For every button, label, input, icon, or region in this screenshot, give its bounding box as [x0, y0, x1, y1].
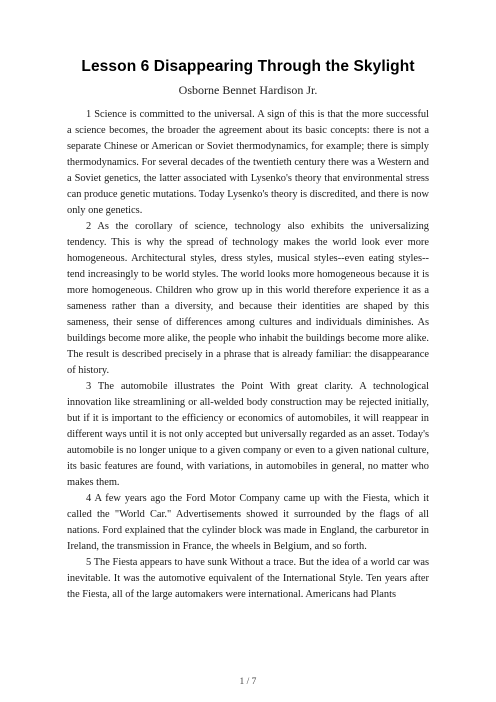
paragraph-3: 3 The automobile illustrates the Point With great clarity. A technological innovation like streamlining or all-welded body construction may be rejected initially, but if it is important to the efficiency or economics of automobiles, it will reappear in different ways until it is not only accepted but universally regarded as an asset. Today's automobile is no longer unique to a given company or even to a given national culture, its basic features are found, with variations, in automobiles in general, no matter who makes them. [67, 381, 429, 488]
paragraph-4: 4 A few years ago the Ford Motor Company came up with the Fiesta, which it called the "World Car." Advertisements showed it surrounded by the flags of all nations. Ford explained that the cylinder block was made in England, the carburetor in Ireland, the transmission in France, the wheels in Belgium, and so forth. [67, 493, 429, 552]
paragraph-1: 1 Science is committed to the universal. A sign of this is that the more successful a science becomes, the broader the agreement about its basic concepts: there is not a separate Chinese or American or Soviet thermodynamics, for example; there is simply thermodynamics. For several decades of the twentieth century there was a Western and a Soviet genetics, the latter associated with Lysenko's theory that environmental stress can produce genetic mutations. Today Lysenko's theory is discredited, and there is now only one genetics. [67, 109, 429, 216]
page-number: 1 / 7 [239, 677, 257, 687]
paragraph-5: 5 The Fiesta appears to have sunk Without a trace. But the idea of a world car was inevitable. It was the automotive equivalent of the International Style. Ten years after the Fiesta, all of the large automakers were international. Americans had Plants [67, 557, 429, 600]
article-body [67, 107, 429, 603]
author-name: Osborne Bennet Hardison Jr. [178, 83, 318, 97]
paragraph-2: 2 As the corollary of science, technology also exhibits the universalizing tendency. This is why the spread of technology makes the world look ever more homogeneous. Architectural styles, dress styles, musical styles--even eating styles--tend increasingly to be world styles. The world looks more homogeneous because it is more homogeneous. Children who grow up in this world therefore experience it as a sameness rather than a diversity, and because their identities are shaped by this sameness, their sense of differences among cultures and individuals diminishes. As buildings become more alike, the people who inhabit the buildings become more alike. The result is described precisely in a phrase that is already familiar: the disappearance of history. [67, 221, 429, 376]
lesson-title: Lesson 6 Disappearing Through the Skylight [81, 58, 415, 75]
